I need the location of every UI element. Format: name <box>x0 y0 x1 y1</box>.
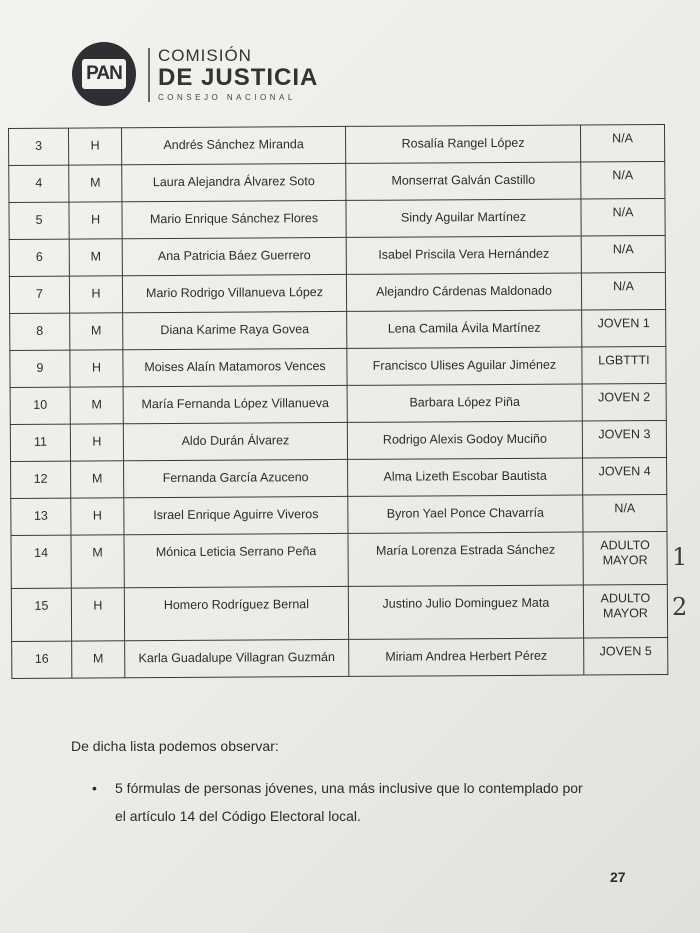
row-propietario: Israel Enrique Aguirre Viveros <box>124 496 348 534</box>
row-sex: M <box>71 535 124 588</box>
row-category: LGBTTTI <box>582 346 666 384</box>
row-category: JOVEN 1 <box>582 309 666 347</box>
row-suplente: Lena Camila Ávila Martínez <box>347 310 582 348</box>
row-suplente: María Lorenza Estrada Sánchez <box>348 532 583 586</box>
table-row <box>12 637 668 678</box>
row-sex: H <box>71 588 124 641</box>
table-row <box>10 309 666 350</box>
table-row <box>9 198 665 239</box>
header-subtitle: CONSEJO NACIONAL <box>158 93 296 102</box>
intro-text: De dicha lista podemos observar: <box>71 738 279 754</box>
pan-logo-text: PAN <box>82 59 126 89</box>
row-suplente: Alma Lizeth Escobar Bautista <box>348 458 583 496</box>
row-sex: H <box>71 498 124 535</box>
page-number: 27 <box>610 869 626 885</box>
row-sex: M <box>70 387 123 424</box>
table-row <box>11 531 667 588</box>
row-suplente: Monserrat Galván Castillo <box>346 162 581 200</box>
row-propietario: Mario Enrique Sánchez Flores <box>122 200 346 238</box>
table-row <box>11 457 667 498</box>
row-propietario: Laura Alejandra Álvarez Soto <box>122 163 346 201</box>
handwritten-mark-2: 2 <box>672 593 688 621</box>
row-sex: H <box>69 202 122 239</box>
row-number: 16 <box>12 641 72 678</box>
row-sex: H <box>70 350 123 387</box>
row-propietario: Fernanda García Azuceno <box>124 459 348 497</box>
row-category: N/A <box>580 124 664 162</box>
row-category: N/A <box>581 272 665 310</box>
table-row <box>9 124 665 165</box>
header-title-line2: DE JUSTICIA <box>158 64 319 91</box>
row-category: JOVEN 2 <box>582 383 666 421</box>
row-propietario: Aldo Durán Álvarez <box>123 422 347 460</box>
table-row <box>11 494 667 535</box>
row-category: JOVEN 3 <box>582 420 666 458</box>
row-sex: M <box>71 461 124 498</box>
row-number: 8 <box>10 313 70 350</box>
table-row <box>9 235 665 276</box>
row-category: N/A <box>581 198 665 236</box>
row-number: 6 <box>9 239 69 276</box>
row-number: 7 <box>9 276 69 313</box>
table-row <box>10 346 666 387</box>
row-category: JOVEN 5 <box>584 637 668 675</box>
row-number: 4 <box>9 165 69 202</box>
row-sex: H <box>70 424 123 461</box>
row-number: 11 <box>10 424 70 461</box>
row-sex: M <box>69 165 122 202</box>
row-number: 14 <box>11 535 71 588</box>
header-title-line1: COMISIÓN <box>158 46 252 65</box>
table-row <box>9 161 665 202</box>
row-category: ADULTO MAYOR <box>583 531 667 585</box>
row-propietario: Homero Rodríguez Bernal <box>124 586 348 640</box>
bullet-marker: • <box>92 780 97 796</box>
row-category: ADULTO MAYOR <box>583 584 667 638</box>
row-propietario: Karla Guadalupe Villagran Guzmán <box>125 639 349 677</box>
row-number: 5 <box>9 202 69 239</box>
bullet-text-line1: 5 fórmulas de personas jóvenes, una más inclusive que lo contemplado por <box>115 780 583 796</box>
row-sex: M <box>69 239 122 276</box>
row-suplente: Francisco Ulises Aguilar Jiménez <box>347 347 582 385</box>
row-suplente: Byron Yael Ponce Chavarría <box>348 495 583 533</box>
row-category: N/A <box>583 494 667 532</box>
row-number: 9 <box>10 350 70 387</box>
pan-logo <box>72 42 136 106</box>
row-propietario: Mario Rodrigo Villanueva López <box>122 274 346 312</box>
row-number: 3 <box>9 128 69 165</box>
row-suplente: Rosalía Rangel López <box>345 125 580 163</box>
row-suplente: Alejandro Cárdenas Maldonado <box>346 273 581 311</box>
handwritten-mark-1: 1 <box>672 543 688 571</box>
row-category: N/A <box>581 235 665 273</box>
row-sex: H <box>69 128 122 165</box>
candidates-table-wrapper <box>8 124 667 679</box>
row-propietario: Ana Patricia Báez Guerrero <box>122 237 346 275</box>
row-suplente: Rodrigo Alexis Godoy Muciño <box>347 421 582 459</box>
row-suplente: Justino Julio Dominguez Mata <box>348 585 583 639</box>
table-row <box>10 383 666 424</box>
row-suplente: Sindy Aguilar Martínez <box>346 199 581 237</box>
row-number: 15 <box>11 588 71 641</box>
row-propietario: María Fernanda López Villanueva <box>123 385 347 423</box>
row-propietario: Diana Karime Raya Govea <box>123 311 347 349</box>
table-row <box>10 420 666 461</box>
row-sex: H <box>69 276 122 313</box>
row-suplente: Barbara López Piña <box>347 384 582 422</box>
row-suplente: Miriam Andrea Herbert Pérez <box>349 638 584 676</box>
row-number: 10 <box>10 387 70 424</box>
row-propietario: Mónica Leticia Serrano Peña <box>124 533 348 587</box>
row-number: 13 <box>11 498 71 535</box>
row-number: 12 <box>11 461 71 498</box>
row-sex: M <box>72 641 125 678</box>
row-category: N/A <box>581 161 665 199</box>
row-propietario: Moises Alaín Matamoros Vences <box>123 348 347 386</box>
header-divider <box>148 48 150 102</box>
row-category: JOVEN 4 <box>583 457 667 495</box>
candidates-table <box>8 124 668 679</box>
row-suplente: Isabel Priscila Vera Hernández <box>346 236 581 274</box>
bullet-text-line2: el artículo 14 del Código Electoral local. <box>115 808 361 824</box>
table-row <box>11 584 667 641</box>
table-row <box>9 272 665 313</box>
row-propietario: Andrés Sánchez Miranda <box>122 126 346 164</box>
row-sex: M <box>70 313 123 350</box>
